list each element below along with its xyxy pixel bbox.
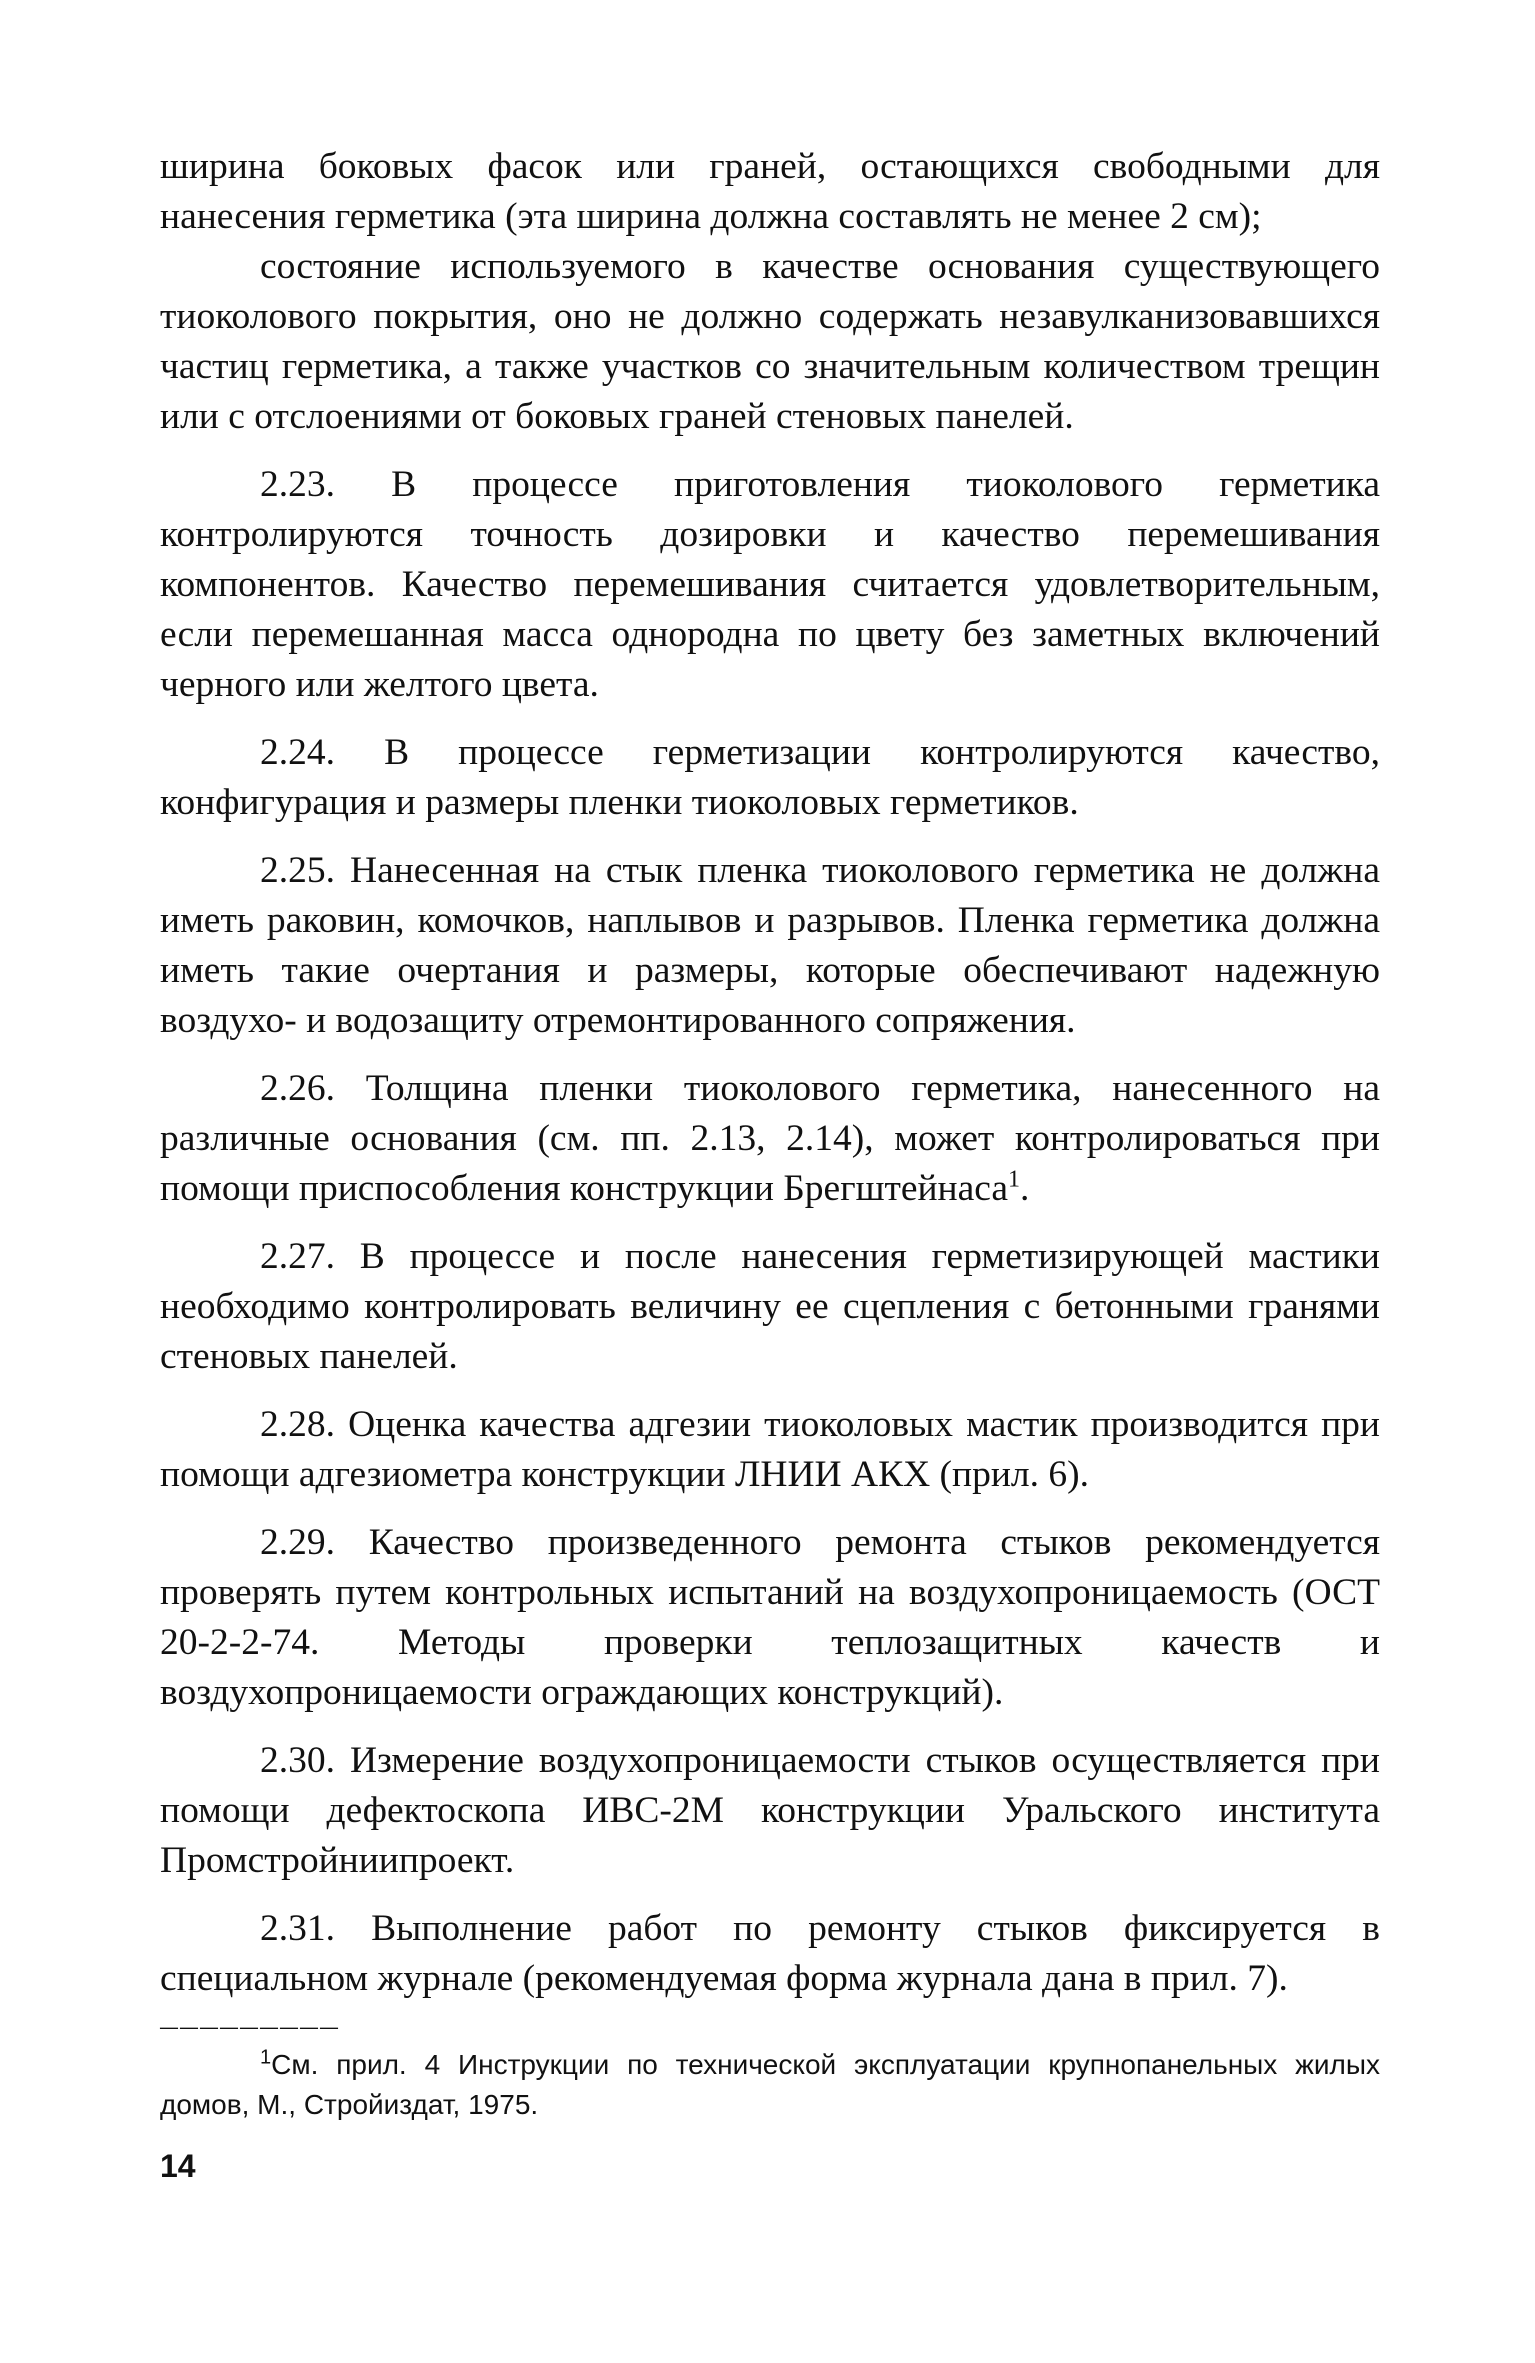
footnote-mark: 1 bbox=[260, 2046, 272, 2069]
paragraph-number: 2.23. bbox=[260, 464, 335, 505]
document-body bbox=[160, 142, 1380, 2022]
paragraph-2-28 bbox=[160, 1400, 1380, 1500]
paragraph-continuation-width bbox=[160, 142, 1380, 242]
footnote-separator: _________ bbox=[160, 2002, 341, 2036]
paragraph-2-26 bbox=[160, 1064, 1380, 1214]
paragraph-text: Толщина пленки тиоколового герметика, нанесенного на различные основания (см. пп. 2.13, 2.14), может контролироваться при помощи приспособления конструкции Брегштейнаса bbox=[160, 1068, 1381, 1209]
paragraph-text: Выполнение работ по ремонту стыков фиксируется в специальном журнале (рекомендуемая форма журнала дана в прил. 7). bbox=[160, 1908, 1380, 1999]
paragraph-tail: . bbox=[1020, 1168, 1030, 1209]
paragraph-2-31 bbox=[160, 1904, 1380, 2004]
paragraph-2-25 bbox=[160, 846, 1380, 1046]
paragraph-2-29 bbox=[160, 1518, 1380, 1718]
footnote-text: См. прил. 4 Инструкции по технической эксплуатации крупнопанельных жилых домов, М., Стройиздат, 1975. bbox=[160, 2049, 1380, 2120]
paragraph-number: 2.26. bbox=[260, 1068, 335, 1109]
paragraph-text: В процессе герметизации контролируются качество, конфигурация и размеры пленки тиоколовых герметиков. bbox=[160, 732, 1380, 823]
paragraph-number: 2.25. bbox=[260, 850, 335, 891]
paragraph-number: 2.24. bbox=[260, 732, 335, 773]
paragraph-continuation-base-state bbox=[160, 242, 1380, 442]
paragraph-text: ширина боковых фасок или граней, остающихся свободными для нанесения герметика (эта ширина должна составлять не менее 2 см); bbox=[160, 146, 1380, 237]
paragraph-text: состояние используемого в качестве основания существующего тиоколового покрытия, оно не должно содержать незавулканизовавшихся частиц герметика, а также участков со значительным количеством трещин или с отслоениями от боковых граней стеновых панелей. bbox=[160, 246, 1380, 437]
paragraph-number: 2.31. bbox=[260, 1908, 335, 1949]
paragraph-text: Качество произведенного ремонта стыков рекомендуется проверять путем контрольных испытаний на воздухопроницаемость (ОСТ 20-2-2-74. Методы проверки теплозащитных качеств и воздухопроницаемости ограждающих конструкций). bbox=[160, 1522, 1380, 1713]
paragraph-2-24 bbox=[160, 728, 1380, 828]
footnote-reference[interactable]: 1 bbox=[1008, 1166, 1021, 1193]
paragraph-number: 2.28. bbox=[260, 1404, 335, 1445]
page-number: 14 bbox=[160, 2148, 196, 2184]
paragraph-2-23 bbox=[160, 460, 1380, 710]
paragraph-text: В процессе приготовления тиоколового герметика контролируются точность дозировки и качество перемешивания компонентов. Качество перемешивания считается удовлетворительным, если перемешанная масса однородна по цвету без заметных включений черного или желтого цвета. bbox=[160, 464, 1380, 705]
paragraph-text: Нанесенная на стык пленка тиоколового герметика не должна иметь раковин, комочков, наплывов и разрывов. Пленка герметика должна иметь такие очертания и размеры, которые обеспечивают надежную воздухо- и водозащиту отремонтированного сопряжения. bbox=[160, 850, 1381, 1041]
paragraph-text: Измерение воздухопроницаемости стыков осуществляется при помощи дефектоскопа ИВС-2М конструкции Уральского института Промстройниипроект. bbox=[160, 1740, 1380, 1881]
paragraph-text: В процессе и после нанесения герметизирующей мастики необходимо контролировать величину ее сцепления с бетонными гранями стеновых панелей. bbox=[160, 1236, 1380, 1377]
footnote bbox=[160, 2045, 1380, 2125]
paragraph-number: 2.27. bbox=[260, 1236, 335, 1277]
paragraph-text: Оценка качества адгезии тиоколовых мастик производится при помощи адгезиометра конструкции ЛНИИ АКХ (прил. 6). bbox=[160, 1404, 1380, 1495]
paragraph-number: 2.30. bbox=[260, 1740, 335, 1781]
paragraph-number: 2.29. bbox=[260, 1522, 335, 1563]
paragraph-2-30 bbox=[160, 1736, 1380, 1886]
paragraph-2-27 bbox=[160, 1232, 1380, 1382]
